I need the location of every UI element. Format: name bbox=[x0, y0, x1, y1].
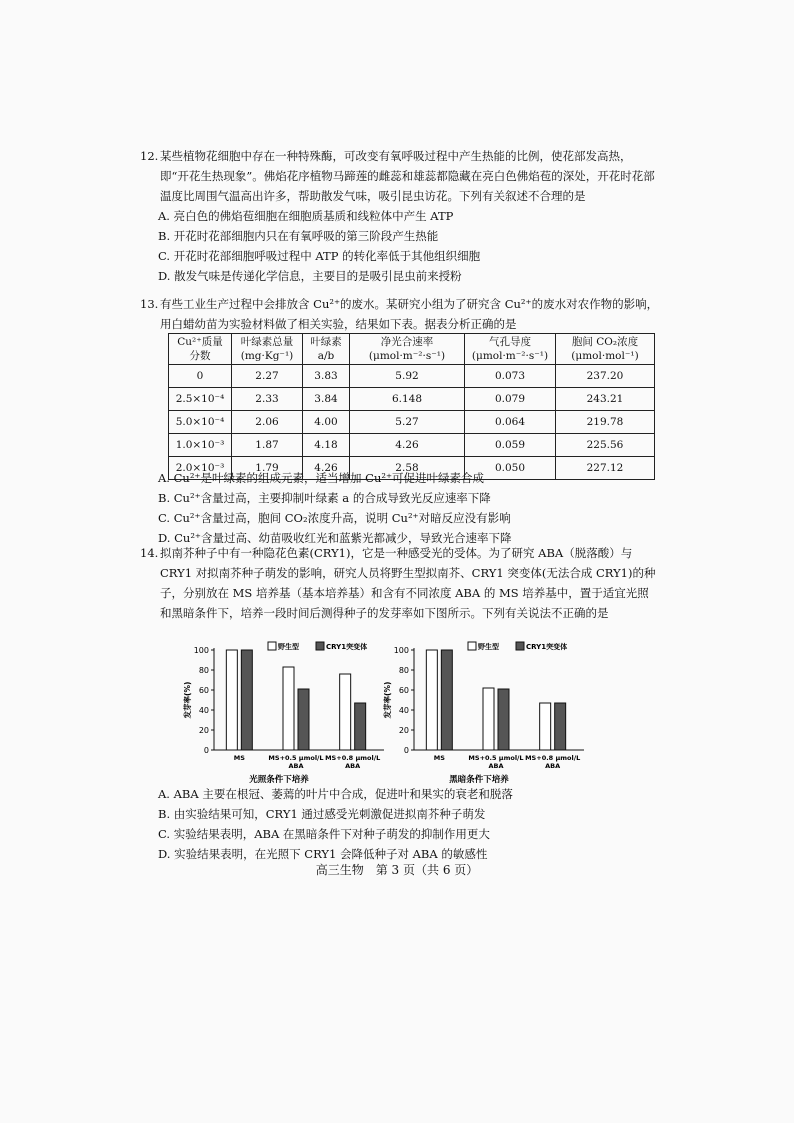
table-cell: 3.84 bbox=[303, 388, 350, 411]
option-b: B. Cu²⁺含量过高，主要抑制叶绿素 a 的合成导致光反应速率下降 bbox=[158, 491, 491, 505]
y-axis-label: 发芽率(%) bbox=[383, 681, 392, 719]
question-number: 13. bbox=[140, 297, 159, 311]
bar bbox=[540, 703, 551, 750]
legend-label: CRY1突变体 bbox=[326, 643, 368, 651]
table-cell: 0 bbox=[169, 365, 232, 388]
header-cu: Cu²⁺质量 分数 bbox=[169, 334, 232, 365]
question-14 bbox=[140, 543, 660, 623]
bar bbox=[340, 674, 351, 750]
table-cell: 1.0×10⁻³ bbox=[169, 434, 232, 457]
table-cell: 4.00 bbox=[303, 411, 350, 434]
legend-swatch bbox=[468, 642, 476, 650]
bar bbox=[355, 703, 366, 750]
table-cell: 0.073 bbox=[465, 365, 556, 388]
option-d: D. 散发气味是传递化学信息，主要目的是吸引昆虫前来授粉 bbox=[158, 269, 462, 283]
option-c: C. 实验结果表明，ABA 在黑暗条件下对种子萌发的抑制作用更大 bbox=[158, 827, 490, 841]
table-cell: 3.83 bbox=[303, 365, 350, 388]
bar-chart-light bbox=[180, 638, 400, 788]
y-tick-label: 60 bbox=[398, 686, 409, 695]
bar bbox=[226, 650, 237, 750]
table-cell: 0.079 bbox=[465, 388, 556, 411]
y-tick-label: 40 bbox=[198, 706, 209, 715]
header-intercellular-co2: 胞间 CO₂浓度 (μmol·mol⁻¹) bbox=[556, 334, 655, 365]
table-cell: 4.18 bbox=[303, 434, 350, 457]
header-net-photosynthesis: 净光合速率 (μmol·m⁻²·s⁻¹) bbox=[350, 334, 465, 365]
question-stem: 拟南芥种子中有一种隐花色素(CRY1)，它是一种感受光的受体。为了研究 ABA（脱落酸）与 CRY1 对拟南芥种子萌发的影响，研究人员将野生型拟南芥、CRY1 突变体(无法合成 CRY1)的种子，分别放在 MS 培养基（基本培养基）和含有不同浓度 ABA 的 MS 培养基中，置于适宜光照和黑暗条件下，培养一段时间后测得种子的发芽率如下图所示。下列有关说法不正确的是 bbox=[160, 546, 656, 620]
option-b: B. 开花时花部细胞内只在有氧呼吸的第三阶段产生热能 bbox=[158, 229, 439, 243]
table-cell: 1.87 bbox=[232, 434, 303, 457]
page-footer: 高三生物 第 3 页（共 6 页） bbox=[315, 863, 479, 877]
table-row bbox=[169, 365, 655, 388]
x-tick-label: MS+0.5 μmol/L bbox=[468, 754, 524, 762]
y-tick-label: 100 bbox=[393, 646, 409, 655]
bar-chart-dark bbox=[380, 638, 600, 788]
y-tick-label: 100 bbox=[193, 646, 209, 655]
table-row bbox=[169, 411, 655, 434]
data-table bbox=[168, 333, 655, 480]
question-14-options bbox=[140, 784, 660, 864]
table-cell: 6.148 bbox=[350, 388, 465, 411]
table-cell: 4.26 bbox=[303, 457, 350, 480]
x-tick-label: MS bbox=[433, 754, 445, 762]
table-cell: 243.21 bbox=[556, 388, 655, 411]
table-cell: 0.064 bbox=[465, 411, 556, 434]
bar bbox=[298, 689, 309, 750]
table-cell: 2.5×10⁻⁴ bbox=[169, 388, 232, 411]
table-cell: 5.27 bbox=[350, 411, 465, 434]
table-cell: 2.0×10⁻³ bbox=[169, 457, 232, 480]
x-tick-label: ABA bbox=[488, 762, 504, 770]
x-tick-label: MS+0.8 μmol/L bbox=[325, 754, 381, 762]
table-cell: 2.06 bbox=[232, 411, 303, 434]
table-cell: 237.20 bbox=[556, 365, 655, 388]
y-tick-label: 60 bbox=[198, 686, 209, 695]
question-number: 14. bbox=[140, 546, 159, 560]
x-tick-label: ABA bbox=[545, 762, 561, 770]
option-d: D. 实验结果表明，在光照下 CRY1 会降低种子对 ABA 的敏感性 bbox=[158, 847, 488, 861]
bar bbox=[441, 650, 452, 750]
x-tick-label: MS+0.8 μmol/L bbox=[525, 754, 581, 762]
table-row bbox=[169, 434, 655, 457]
table-cell: 219.78 bbox=[556, 411, 655, 434]
bar bbox=[426, 650, 437, 750]
option-a: A. 亮白色的佛焰苞细胞在细胞质基质和线粒体中产生 ATP bbox=[158, 209, 454, 223]
question-stem: 某些植物花细胞中存在一种特殊酶，可改变有氧呼吸过程中产生热能的比例，使花部发高热，即“开花生热现象”。佛焰花序植物马蹄莲的雌蕊和雄蕊都隐藏在亮白色佛焰苞的深处，开花时花部温度比周围气温高出许多，帮助散发气味，吸引昆虫访花。下列有关叙述不合理的是 bbox=[160, 149, 655, 203]
table-cell: 2.33 bbox=[232, 388, 303, 411]
option-d: D. Cu²⁺含量过高、幼苗吸收红光和蓝紫光都减少，导致光合速率下降 bbox=[158, 531, 512, 545]
chart-title: 黑暗条件下培养 bbox=[449, 775, 509, 785]
header-chlorophyll-ab: 叶绿素 a/b bbox=[303, 334, 350, 365]
question-12 bbox=[140, 146, 660, 286]
x-tick-label: ABA bbox=[288, 762, 304, 770]
table-header-row bbox=[169, 334, 655, 365]
legend-label: CRY1突变体 bbox=[526, 643, 568, 651]
y-tick-label: 20 bbox=[398, 726, 409, 735]
header-chlorophyll-total: 叶绿素总量 (mg·Kg⁻¹) bbox=[232, 334, 303, 365]
table-cell: 2.27 bbox=[232, 365, 303, 388]
table-cell: 5.92 bbox=[350, 365, 465, 388]
option-c: C. Cu²⁺含量过高，胞间 CO₂浓度升高，说明 Cu²⁺对暗反应没有影响 bbox=[158, 511, 511, 525]
option-b: B. 由实验结果可知，CRY1 通过感受光刺激促进拟南芥种子萌发 bbox=[158, 807, 486, 821]
header-stomatal-conductance: 气孔导度 (μmol·m⁻²·s⁻¹) bbox=[465, 334, 556, 365]
legend-label: 野生型 bbox=[278, 643, 299, 651]
question-number: 12. bbox=[140, 149, 159, 163]
y-axis-label: 发芽率(%) bbox=[183, 681, 192, 719]
option-c: C. 开花时花部细胞呼吸过程中 ATP 的转化率低于其他组织细胞 bbox=[158, 249, 481, 263]
table-cell: 5.0×10⁻⁴ bbox=[169, 411, 232, 434]
y-tick-label: 0 bbox=[203, 746, 209, 755]
bar bbox=[498, 689, 509, 750]
y-tick-label: 0 bbox=[403, 746, 409, 755]
x-tick-label: MS+0.5 μmol/L bbox=[268, 754, 324, 762]
table-cell: 0.059 bbox=[465, 434, 556, 457]
table-cell: 4.26 bbox=[350, 434, 465, 457]
table-cell: 227.12 bbox=[556, 457, 655, 480]
y-tick-label: 20 bbox=[198, 726, 209, 735]
option-a: A. ABA 主要在根冠、萎蔫的叶片中合成，促进叶和果实的衰老和脱落 bbox=[158, 787, 513, 801]
option-a: A. Cu²⁺是叶绿素的组成元素，适当增加 Cu²⁺可促进叶绿素合成 bbox=[158, 471, 485, 485]
legend-swatch bbox=[268, 642, 276, 650]
legend-swatch bbox=[516, 642, 524, 650]
table-cell: 2.58 bbox=[350, 457, 465, 480]
table-row bbox=[169, 388, 655, 411]
bar bbox=[241, 650, 252, 750]
bar bbox=[483, 688, 494, 750]
bar bbox=[283, 667, 294, 750]
legend-swatch bbox=[316, 642, 324, 650]
y-tick-label: 80 bbox=[398, 666, 409, 675]
table-cell: 0.050 bbox=[465, 457, 556, 480]
x-tick-label: MS bbox=[233, 754, 245, 762]
legend-label: 野生型 bbox=[478, 643, 499, 651]
y-tick-label: 80 bbox=[198, 666, 209, 675]
question-stem: 有些工业生产过程中会排放含 Cu²⁺的废水。某研究小组为了研究含 Cu²⁺的废水对农作物的影响，用白蜡幼苗为实验材料做了相关实验，结果如下表。据表分析正确的是 bbox=[160, 297, 659, 331]
table-cell: 1.79 bbox=[232, 457, 303, 480]
table-cell: 225.56 bbox=[556, 434, 655, 457]
x-tick-label: ABA bbox=[345, 762, 361, 770]
y-tick-label: 40 bbox=[398, 706, 409, 715]
question-13 bbox=[140, 294, 660, 334]
bar bbox=[555, 703, 566, 750]
chart-title: 光照条件下培养 bbox=[249, 775, 309, 785]
question-13-options bbox=[140, 468, 660, 548]
